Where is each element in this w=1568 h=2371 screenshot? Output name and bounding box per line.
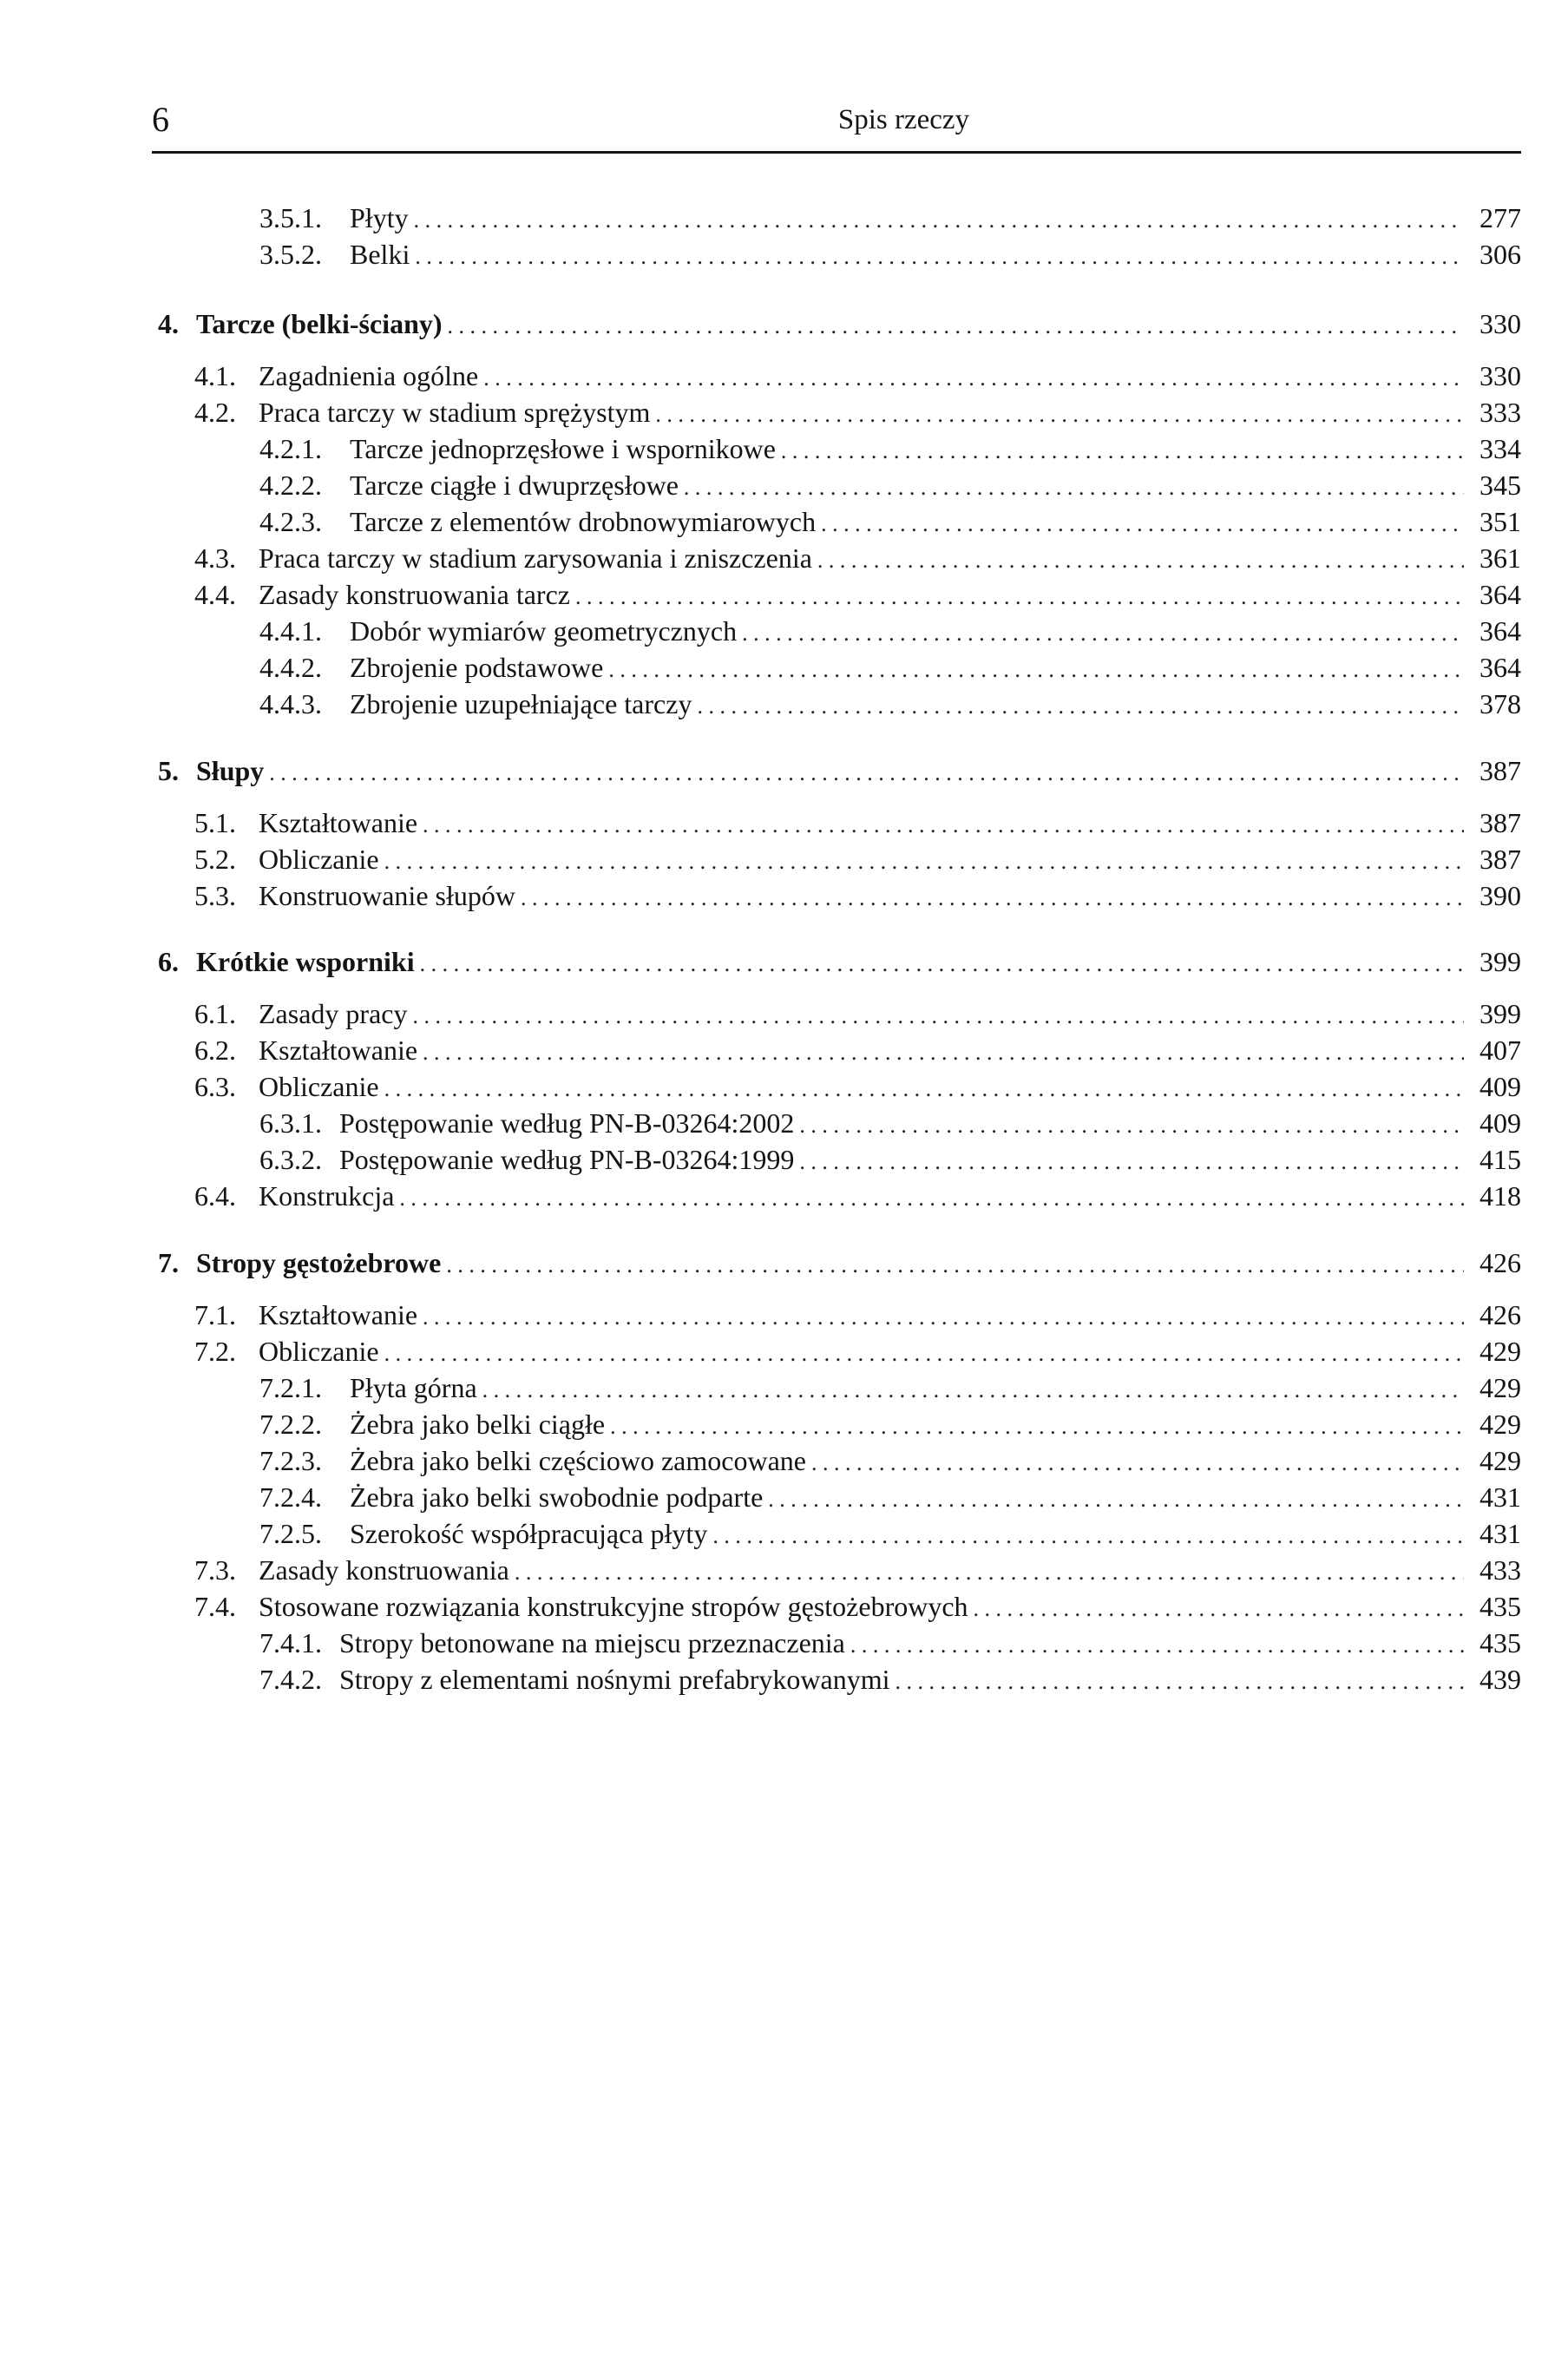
dot-leader xyxy=(448,304,1464,344)
toc-entry-number: 3.5.2. xyxy=(259,239,322,270)
dot-leader xyxy=(515,1550,1464,1590)
dot-leader xyxy=(821,502,1464,542)
toc-entry xyxy=(194,803,1521,843)
toc-entry-title: Żebra jako belki ciągłe xyxy=(350,1409,606,1440)
toc-entry-page: 364 xyxy=(1479,579,1521,610)
toc-entry-number: 5.3. xyxy=(194,880,236,911)
toc-entry-page: 431 xyxy=(1479,1481,1521,1513)
toc-entry-title: Krótkie wsporniki xyxy=(196,946,415,977)
toc-entry-title: Słupy xyxy=(196,755,265,786)
toc-entry-number: 7.4.1. xyxy=(259,1627,322,1658)
toc-chapter-entry xyxy=(158,942,1521,982)
toc-entry-page: 429 xyxy=(1479,1409,1521,1440)
toc-entry xyxy=(259,429,1521,469)
dot-leader xyxy=(423,1030,1464,1070)
dot-leader xyxy=(811,1441,1464,1481)
toc-entry-title: Belki xyxy=(350,239,410,270)
dot-leader xyxy=(742,611,1464,651)
toc-entry xyxy=(194,1331,1521,1371)
dot-leader xyxy=(420,942,1464,982)
toc-entry-number: 6.3. xyxy=(194,1071,236,1102)
toc-entry-page: 345 xyxy=(1479,470,1521,501)
toc-entry-title: Dobór wymiarów geometrycznych xyxy=(350,615,738,647)
toc-entry-number: 7.2.4. xyxy=(259,1481,322,1513)
dot-leader xyxy=(521,876,1464,916)
toc-entry-number: 7.4.2. xyxy=(259,1664,322,1695)
toc-entry-number: 6.3.2. xyxy=(259,1144,322,1175)
dot-leader xyxy=(799,1103,1464,1143)
dot-leader xyxy=(684,465,1464,505)
toc-entry-page: 361 xyxy=(1479,542,1521,574)
dot-leader xyxy=(415,234,1464,274)
page-number: 6 xyxy=(152,100,169,139)
toc-entry-title: Kształtowanie xyxy=(259,807,418,838)
toc-entry xyxy=(194,994,1521,1034)
toc-entry-title: Tarcze ciągłe i dwuprzęsłowe xyxy=(350,470,679,501)
toc-entry-title: Stropy gęstożebrowe xyxy=(196,1247,442,1278)
dot-leader xyxy=(399,1176,1464,1216)
toc-entry-number: 4.2.2. xyxy=(259,470,322,501)
toc-entry-number: 4.4.1. xyxy=(259,615,322,647)
toc-entry-page: 387 xyxy=(1479,844,1521,875)
toc-entry xyxy=(259,647,1521,687)
dot-leader xyxy=(575,575,1464,614)
toc-entry-page: 277 xyxy=(1479,202,1521,233)
toc-entry-title: Obliczanie xyxy=(259,1071,379,1102)
toc-entry-page: 351 xyxy=(1479,506,1521,537)
toc-entry-page: 426 xyxy=(1479,1299,1521,1330)
toc-entry-number: 4.3. xyxy=(194,542,236,574)
toc-entry-title: Obliczanie xyxy=(259,1336,379,1367)
dot-leader xyxy=(384,1067,1464,1107)
toc-entry-number: 7.2. xyxy=(194,1336,236,1367)
toc-entry-page: 306 xyxy=(1479,239,1521,270)
toc-entry xyxy=(194,538,1521,578)
toc-chapter-entry xyxy=(158,304,1521,344)
toc-entry xyxy=(259,611,1521,651)
toc-entry-number: 7.3. xyxy=(194,1554,236,1586)
toc-entry-title: Praca tarczy w stadium sprężystym xyxy=(259,397,651,428)
toc-entry-page: 378 xyxy=(1479,688,1521,719)
toc-entry-number: 3.5.1. xyxy=(259,202,322,233)
toc-entry-title: Żebra jako belki częściowo zamocowane xyxy=(350,1445,806,1476)
dot-leader xyxy=(608,647,1464,687)
toc-entry-number: 6.4. xyxy=(194,1180,236,1212)
toc-entry-title: Zasady pracy xyxy=(259,998,408,1029)
toc-entry-number: 4.2. xyxy=(194,397,236,428)
toc-entry xyxy=(259,1441,1521,1481)
toc-entry xyxy=(259,684,1521,724)
toc-entry-number: 5.2. xyxy=(194,844,236,875)
toc-entry-number: 4.4.2. xyxy=(259,652,322,683)
dot-leader xyxy=(781,429,1464,469)
toc-entry-title: Tarcze jednoprzęsłowe i wspornikowe xyxy=(350,433,776,464)
dot-leader xyxy=(269,751,1464,791)
toc-entry-title: Stosowane rozwiązania konstrukcyjne stropów gęstożebrowych xyxy=(259,1591,968,1622)
toc-entry-number: 6.1. xyxy=(194,998,236,1029)
dot-leader xyxy=(655,392,1464,432)
toc-entry-page: 429 xyxy=(1479,1445,1521,1476)
toc-entry-number: 4.4.3. xyxy=(259,688,322,719)
toc-entry xyxy=(259,1477,1521,1517)
toc-entry xyxy=(194,1067,1521,1107)
toc-chapter-entry xyxy=(158,1243,1521,1283)
toc-entry xyxy=(259,1514,1521,1553)
toc-entry-page: 426 xyxy=(1479,1247,1521,1278)
dot-leader xyxy=(423,803,1464,843)
toc-entry xyxy=(194,1176,1521,1216)
toc-entry-number: 7.4. xyxy=(194,1591,236,1622)
toc-entry-page: 399 xyxy=(1479,998,1521,1029)
toc-entry xyxy=(259,1103,1521,1143)
toc-entry-title: Płyty xyxy=(350,202,409,233)
dot-leader xyxy=(768,1477,1464,1517)
toc-entry-title: Kształtowanie xyxy=(259,1299,418,1330)
toc-entry-page: 330 xyxy=(1479,360,1521,391)
toc-entry xyxy=(259,1623,1521,1663)
toc-entry-title: Stropy betonowane na miejscu przeznaczenia xyxy=(339,1627,845,1658)
toc-entry-number: 4.1. xyxy=(194,360,236,391)
toc-entry-page: 409 xyxy=(1479,1071,1521,1102)
toc-entry-page: 439 xyxy=(1479,1664,1521,1695)
toc-entry-number: 6.2. xyxy=(194,1034,236,1066)
toc-entry xyxy=(194,1550,1521,1590)
toc-entry-title: Tarcze (belki-ściany) xyxy=(196,308,443,339)
dot-leader xyxy=(483,356,1464,396)
toc-entry xyxy=(259,502,1521,542)
toc-entry xyxy=(194,392,1521,432)
toc-entry-page: 407 xyxy=(1479,1034,1521,1066)
toc-entry-title: Postępowanie według PN-B-03264:2002 xyxy=(339,1107,795,1139)
dot-leader xyxy=(974,1586,1464,1626)
toc-entry xyxy=(194,876,1521,916)
toc-entry-number: 4.4. xyxy=(194,579,236,610)
toc-entry-title: Zbrojenie podstawowe xyxy=(350,652,604,683)
toc-entry xyxy=(194,1030,1521,1070)
dot-leader xyxy=(423,1295,1464,1335)
dot-leader xyxy=(697,684,1464,724)
toc-entry-number: 7.2.3. xyxy=(259,1445,322,1476)
toc-entry-page: 429 xyxy=(1479,1336,1521,1367)
toc-entry-number: 5. xyxy=(158,755,179,786)
toc-entry-page: 330 xyxy=(1479,308,1521,339)
toc-entry-title: Zasady konstruowania xyxy=(259,1554,509,1586)
toc-entry-page: 364 xyxy=(1479,652,1521,683)
toc-entry-title: Praca tarczy w stadium zarysowania i zniszczenia xyxy=(259,542,812,574)
toc-entry-title: Konstrukcja xyxy=(259,1180,395,1212)
dot-leader xyxy=(412,994,1464,1034)
toc-entry-number: 7. xyxy=(158,1247,179,1278)
toc-entry-number: 7.2.2. xyxy=(259,1409,322,1440)
dot-leader xyxy=(384,1331,1464,1371)
toc-entry xyxy=(259,1140,1521,1179)
toc-entry-page: 387 xyxy=(1479,755,1521,786)
toc-entry-number: 5.1. xyxy=(194,807,236,838)
toc-entry xyxy=(259,234,1521,274)
toc-entry-title: Zbrojenie uzupełniające tarczy xyxy=(350,688,692,719)
toc-entry-page: 415 xyxy=(1479,1144,1521,1175)
toc-entry xyxy=(194,575,1521,614)
toc-entry-page: 409 xyxy=(1479,1107,1521,1139)
dot-leader xyxy=(712,1514,1464,1553)
dot-leader xyxy=(384,839,1464,879)
toc-entry-number: 4.2.1. xyxy=(259,433,322,464)
dot-leader xyxy=(850,1623,1464,1663)
toc-entry-page: 364 xyxy=(1479,615,1521,647)
dot-leader xyxy=(482,1368,1464,1408)
toc-entry-page: 387 xyxy=(1479,807,1521,838)
toc-entry xyxy=(194,1295,1521,1335)
toc-entry xyxy=(259,1368,1521,1408)
dot-leader xyxy=(610,1404,1464,1444)
toc-entry-number: 7.2.5. xyxy=(259,1518,322,1549)
toc-entry-page: 435 xyxy=(1479,1627,1521,1658)
toc-entry xyxy=(259,465,1521,505)
dot-leader xyxy=(414,198,1464,238)
toc-entry-title: Postępowanie według PN-B-03264:1999 xyxy=(339,1144,795,1175)
toc-entry-page: 390 xyxy=(1479,880,1521,911)
toc-entry xyxy=(259,198,1521,238)
toc-entry-title: Obliczanie xyxy=(259,844,379,875)
toc-entry-number: 7.2.1. xyxy=(259,1372,322,1403)
toc-entry-title: Kształtowanie xyxy=(259,1034,418,1066)
toc-chapter-entry xyxy=(158,751,1521,791)
toc-entry-title: Tarcze z elementów drobnowymiarowych xyxy=(350,506,817,537)
dot-leader xyxy=(799,1140,1464,1179)
toc-entry-page: 433 xyxy=(1479,1554,1521,1586)
toc-entry-page: 435 xyxy=(1479,1591,1521,1622)
toc-entry-number: 6.3.1. xyxy=(259,1107,322,1139)
dot-leader xyxy=(896,1659,1464,1699)
toc-entry-page: 418 xyxy=(1479,1180,1521,1212)
dot-leader xyxy=(446,1243,1464,1283)
dot-leader xyxy=(817,538,1464,578)
running-title: Spis rzeczy xyxy=(837,104,970,135)
toc-entry xyxy=(194,1586,1521,1626)
toc-entry-title: Płyta górna xyxy=(350,1372,477,1403)
toc-entry xyxy=(194,839,1521,879)
toc-entry-title: Żebra jako belki swobodnie podparte xyxy=(350,1481,764,1513)
toc-entry-page: 431 xyxy=(1479,1518,1521,1549)
toc-entry-title: Zasady konstruowania tarcz xyxy=(259,579,570,610)
toc-entry-title: Szerokość współpracująca płyty xyxy=(350,1518,708,1549)
toc-entry-title: Konstruowanie słupów xyxy=(259,880,515,911)
toc-entry-page: 399 xyxy=(1479,946,1521,977)
toc-entry xyxy=(259,1659,1521,1699)
toc-entry xyxy=(259,1404,1521,1444)
toc-entry-number: 4. xyxy=(158,308,179,339)
toc-entry-page: 429 xyxy=(1479,1372,1521,1403)
toc-entry xyxy=(194,356,1521,396)
toc-entry-number: 4.2.3. xyxy=(259,506,322,537)
toc-entry-title: Stropy z elementami nośnymi prefabrykowanymi xyxy=(339,1664,890,1695)
toc-entry-number: 6. xyxy=(158,946,179,977)
toc-entry-page: 334 xyxy=(1479,433,1521,464)
toc-entry-page: 333 xyxy=(1479,397,1521,428)
toc-entry-title: Zagadnienia ogólne xyxy=(259,360,479,391)
toc-entry-number: 7.1. xyxy=(194,1299,236,1330)
